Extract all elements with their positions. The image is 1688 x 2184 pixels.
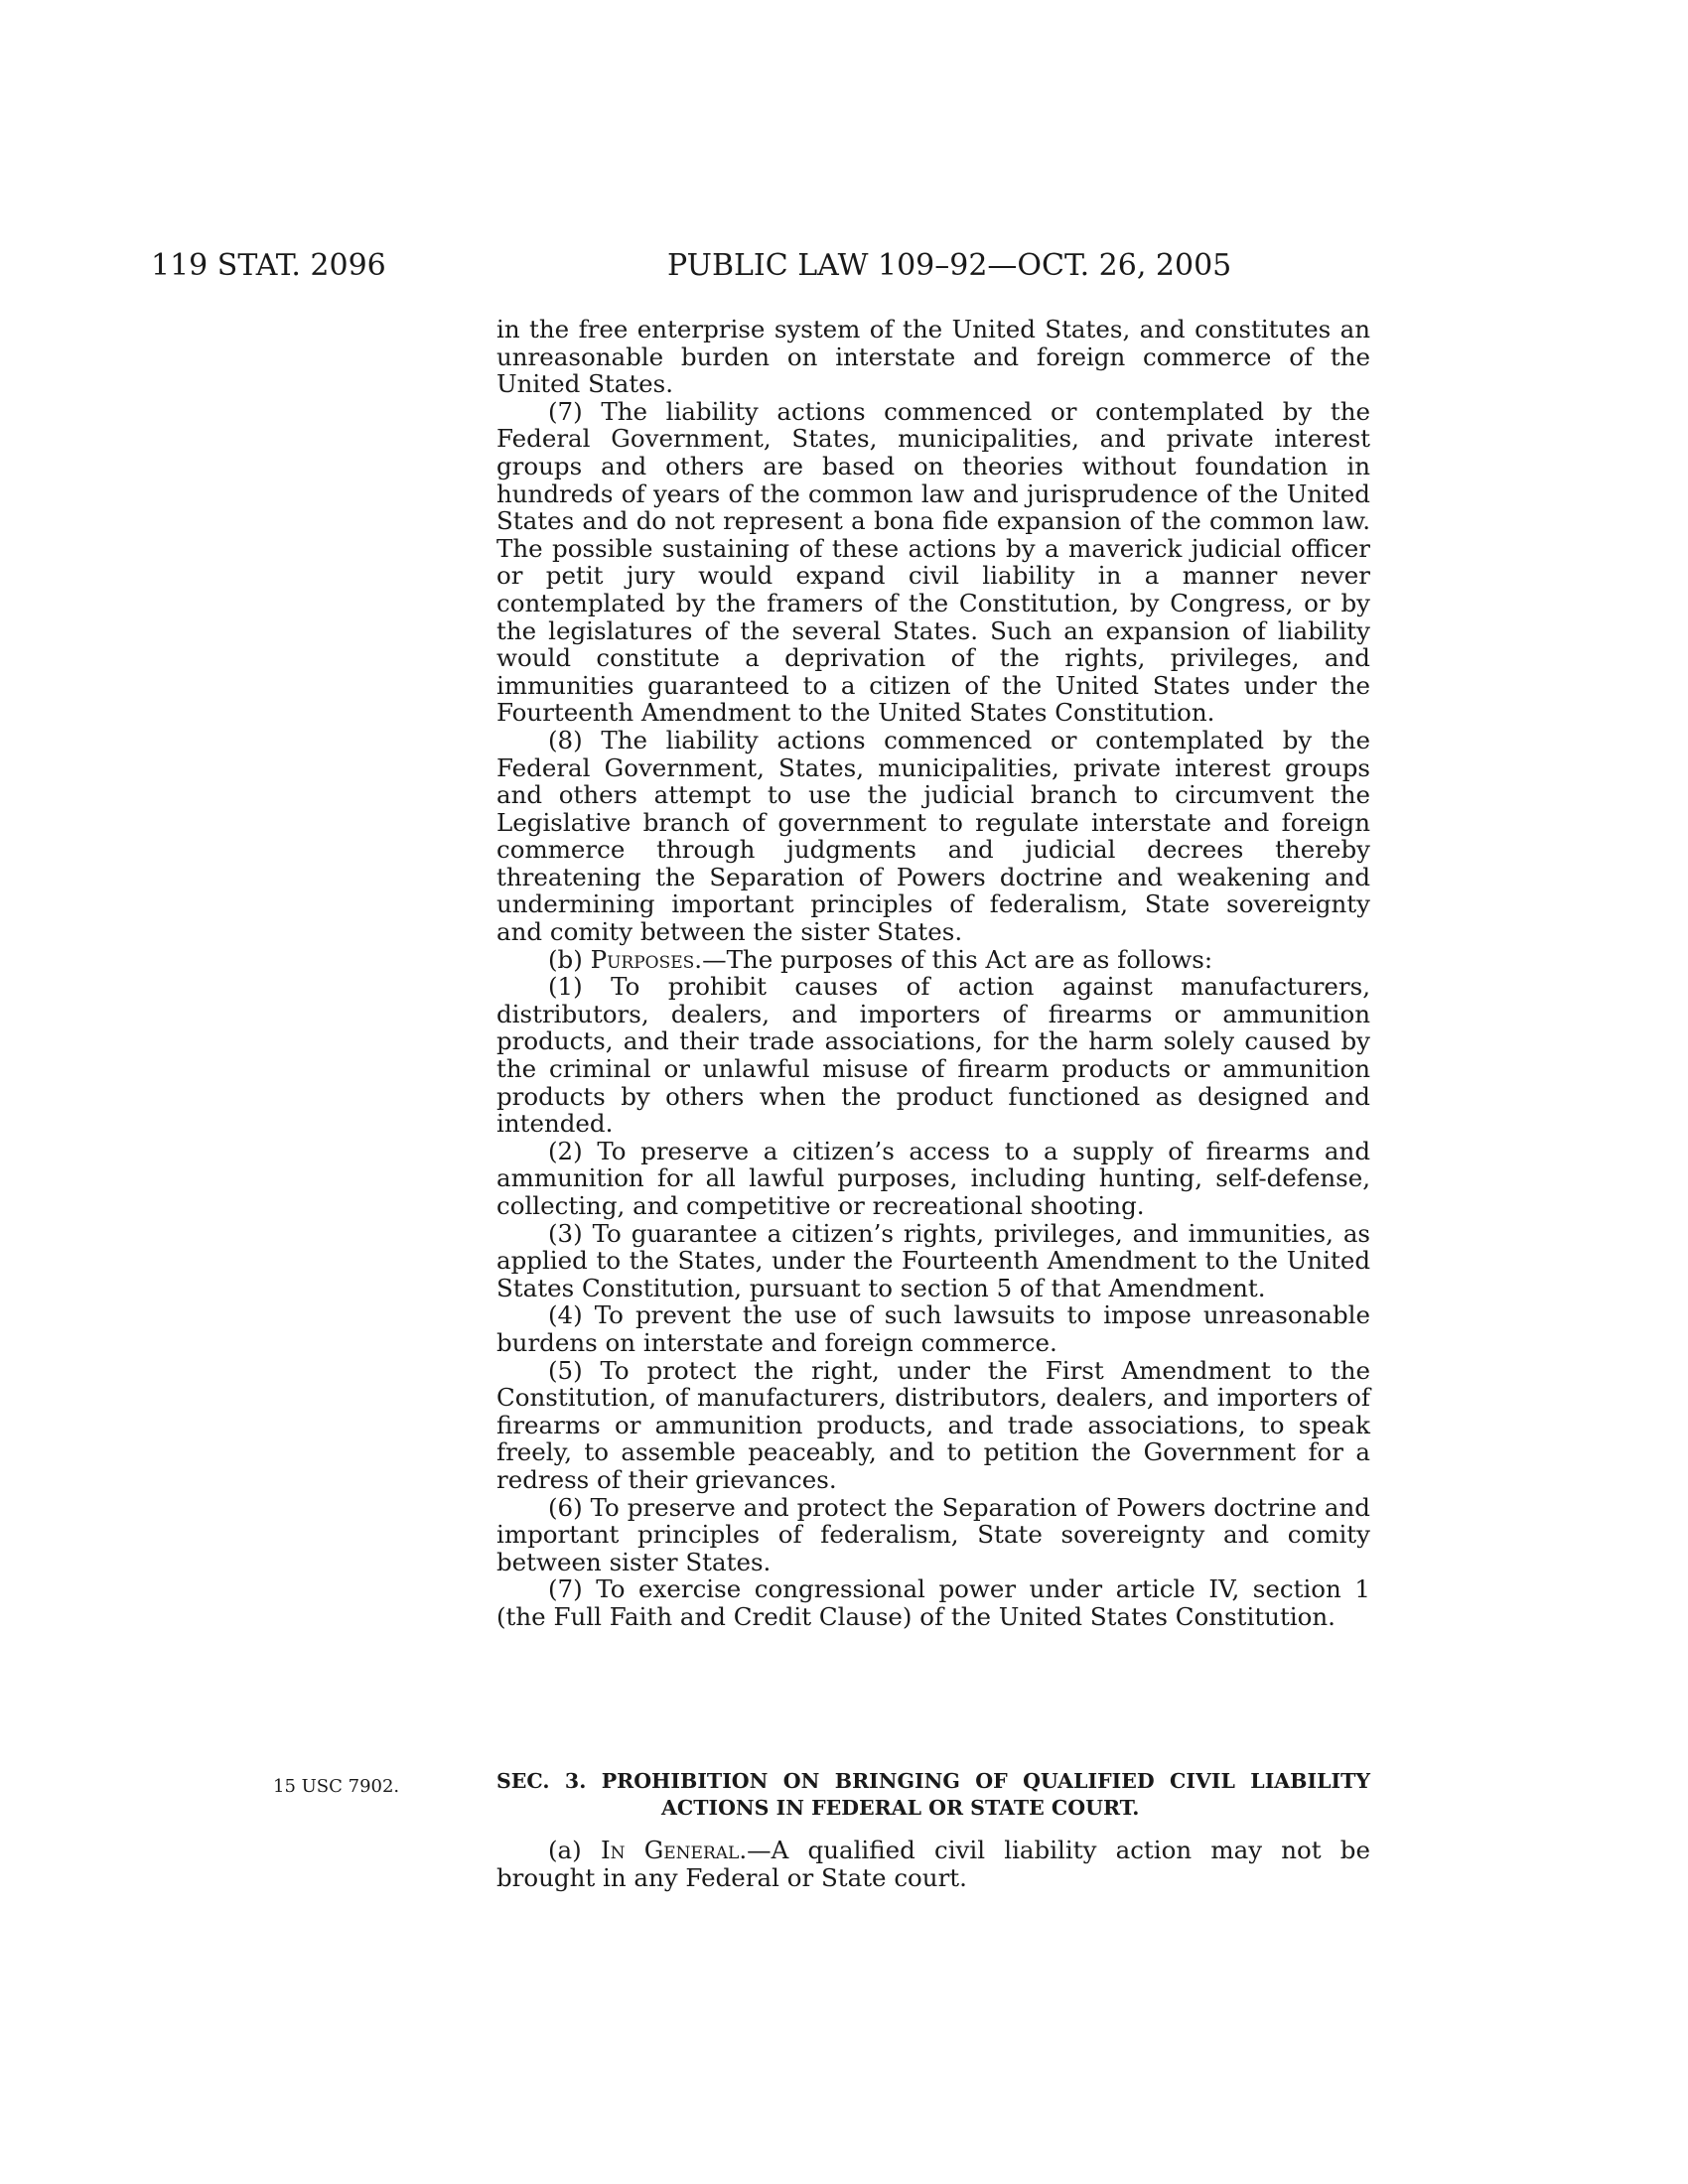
paragraph-a-text: .—A qualified civil liability action may not be brought in any Federal or State court. xyxy=(496,1836,1370,1892)
section-3-body xyxy=(496,1837,1370,1891)
section-heading-line-1: SEC. 3. PROHIBITION ON BRINGING OF QUALIFIED CIVIL LIABILITY xyxy=(496,1769,1370,1793)
paragraph-a-prefix: (a) xyxy=(548,1836,601,1864)
usc-margin-note: 15 USC 7902. xyxy=(273,1776,400,1797)
section-heading-line-2: ACTIONS IN FEDERAL OR STATE COURT. xyxy=(661,1796,1140,1820)
purpose-item-4: (4) To prevent the use of such lawsuits to impose unreasonable burdens on interstate and foreign commerce. xyxy=(496,1300,1370,1357)
finding-item-8: (8) The liability actions commenced or contemplated by the Federal Government, States, municipalities, private interest groups and others attempt to use the judicial branch to circumvent the Legislative branch of government to regulate interstate and foreign commerce through judgments and judicial decrees thereby threatening the Separation of Powers doctrine and weakening and undermining important principles of federalism, State sovereignty and comity between the sister States. xyxy=(496,725,1370,947)
purposes-label: Purposes xyxy=(590,944,695,974)
section-3-paragraph-a xyxy=(496,1837,1370,1891)
finding-item-7: (7) The liability actions commenced or contemplated by the Federal Government, States, municipalities, and private interest groups and others are based on theories without foundation in hundreds of years of the common law and jurisprudence of the United States and do not represent a bona fide expansion of the common law. The possible sustaining of these actions by a maverick judicial officer or petit jury would expand civil liability in a manner never contemplated by the framers of the Constitution, by Congress, or by the legislatures of the several States. Such an expansion of liability would constitute a deprivation of the rights, privileges, and immunities guaranteed to a citizen of the United States under the Fourteenth Amendment to the United States Constitution. xyxy=(496,396,1370,728)
purposes-heading xyxy=(496,946,1370,974)
page-header xyxy=(151,246,1382,286)
purpose-item-3: (3) To guarantee a citizen’s rights, privileges, and immunities, as applied to the States, under the Fourteenth Amendment to the United States Constitution, pursuant to section 5 of that Amendment. xyxy=(496,1218,1370,1302)
statute-reference: 119 STAT. 2096 xyxy=(151,248,386,283)
purpose-item-5: (5) To protect the right, under the First Amendment to the Constitution, of manufacturers, distributors, dealers, and importers of firearms or ammunition products, and trade associations, to speak freely, to assemble peaceably, and to petition the Government for a redress of their grievances. xyxy=(496,1355,1370,1494)
findings-continuation: in the free enterprise system of the United States, and constitutes an unreasonable burden on interstate and foreign commerce of the United States. xyxy=(496,315,1370,399)
purpose-item-2: (2) To preserve a citizen’s access to a supply of firearms and ammunition for all lawful purposes, including hunting, self-defense, collecting, and competitive or recreational shooting. xyxy=(496,1136,1370,1220)
purposes-intro: .—The purposes of this Act are as follows: xyxy=(694,944,1213,974)
purpose-item-6: (6) To preserve and protect the Separation of Powers doctrine and important principles of federalism, State sovereignty and comity between sister States. xyxy=(496,1492,1370,1576)
purpose-item-1: (1) To prohibit causes of action against manufacturers, distributors, dealers, and importers of firearms or ammunition products, and their trade associations, for the harm solely caused by the criminal or unlawful misuse of firearm products or ammunition products by others when the product functioned as designed and intended. xyxy=(496,972,1370,1139)
public-law-title: PUBLIC LAW 109–92—OCT. 26, 2005 xyxy=(667,248,1232,283)
findings-and-purposes-text xyxy=(496,316,1370,1631)
paragraph-a-label: In General xyxy=(600,1836,740,1864)
section-3-heading xyxy=(496,1768,1370,1822)
purpose-item-7: (7) To exercise congressional power under article IV, section 1 (the Full Faith and Credit Clause) of the United States Constitution. xyxy=(496,1574,1370,1631)
purposes-prefix: (b) xyxy=(548,944,591,974)
